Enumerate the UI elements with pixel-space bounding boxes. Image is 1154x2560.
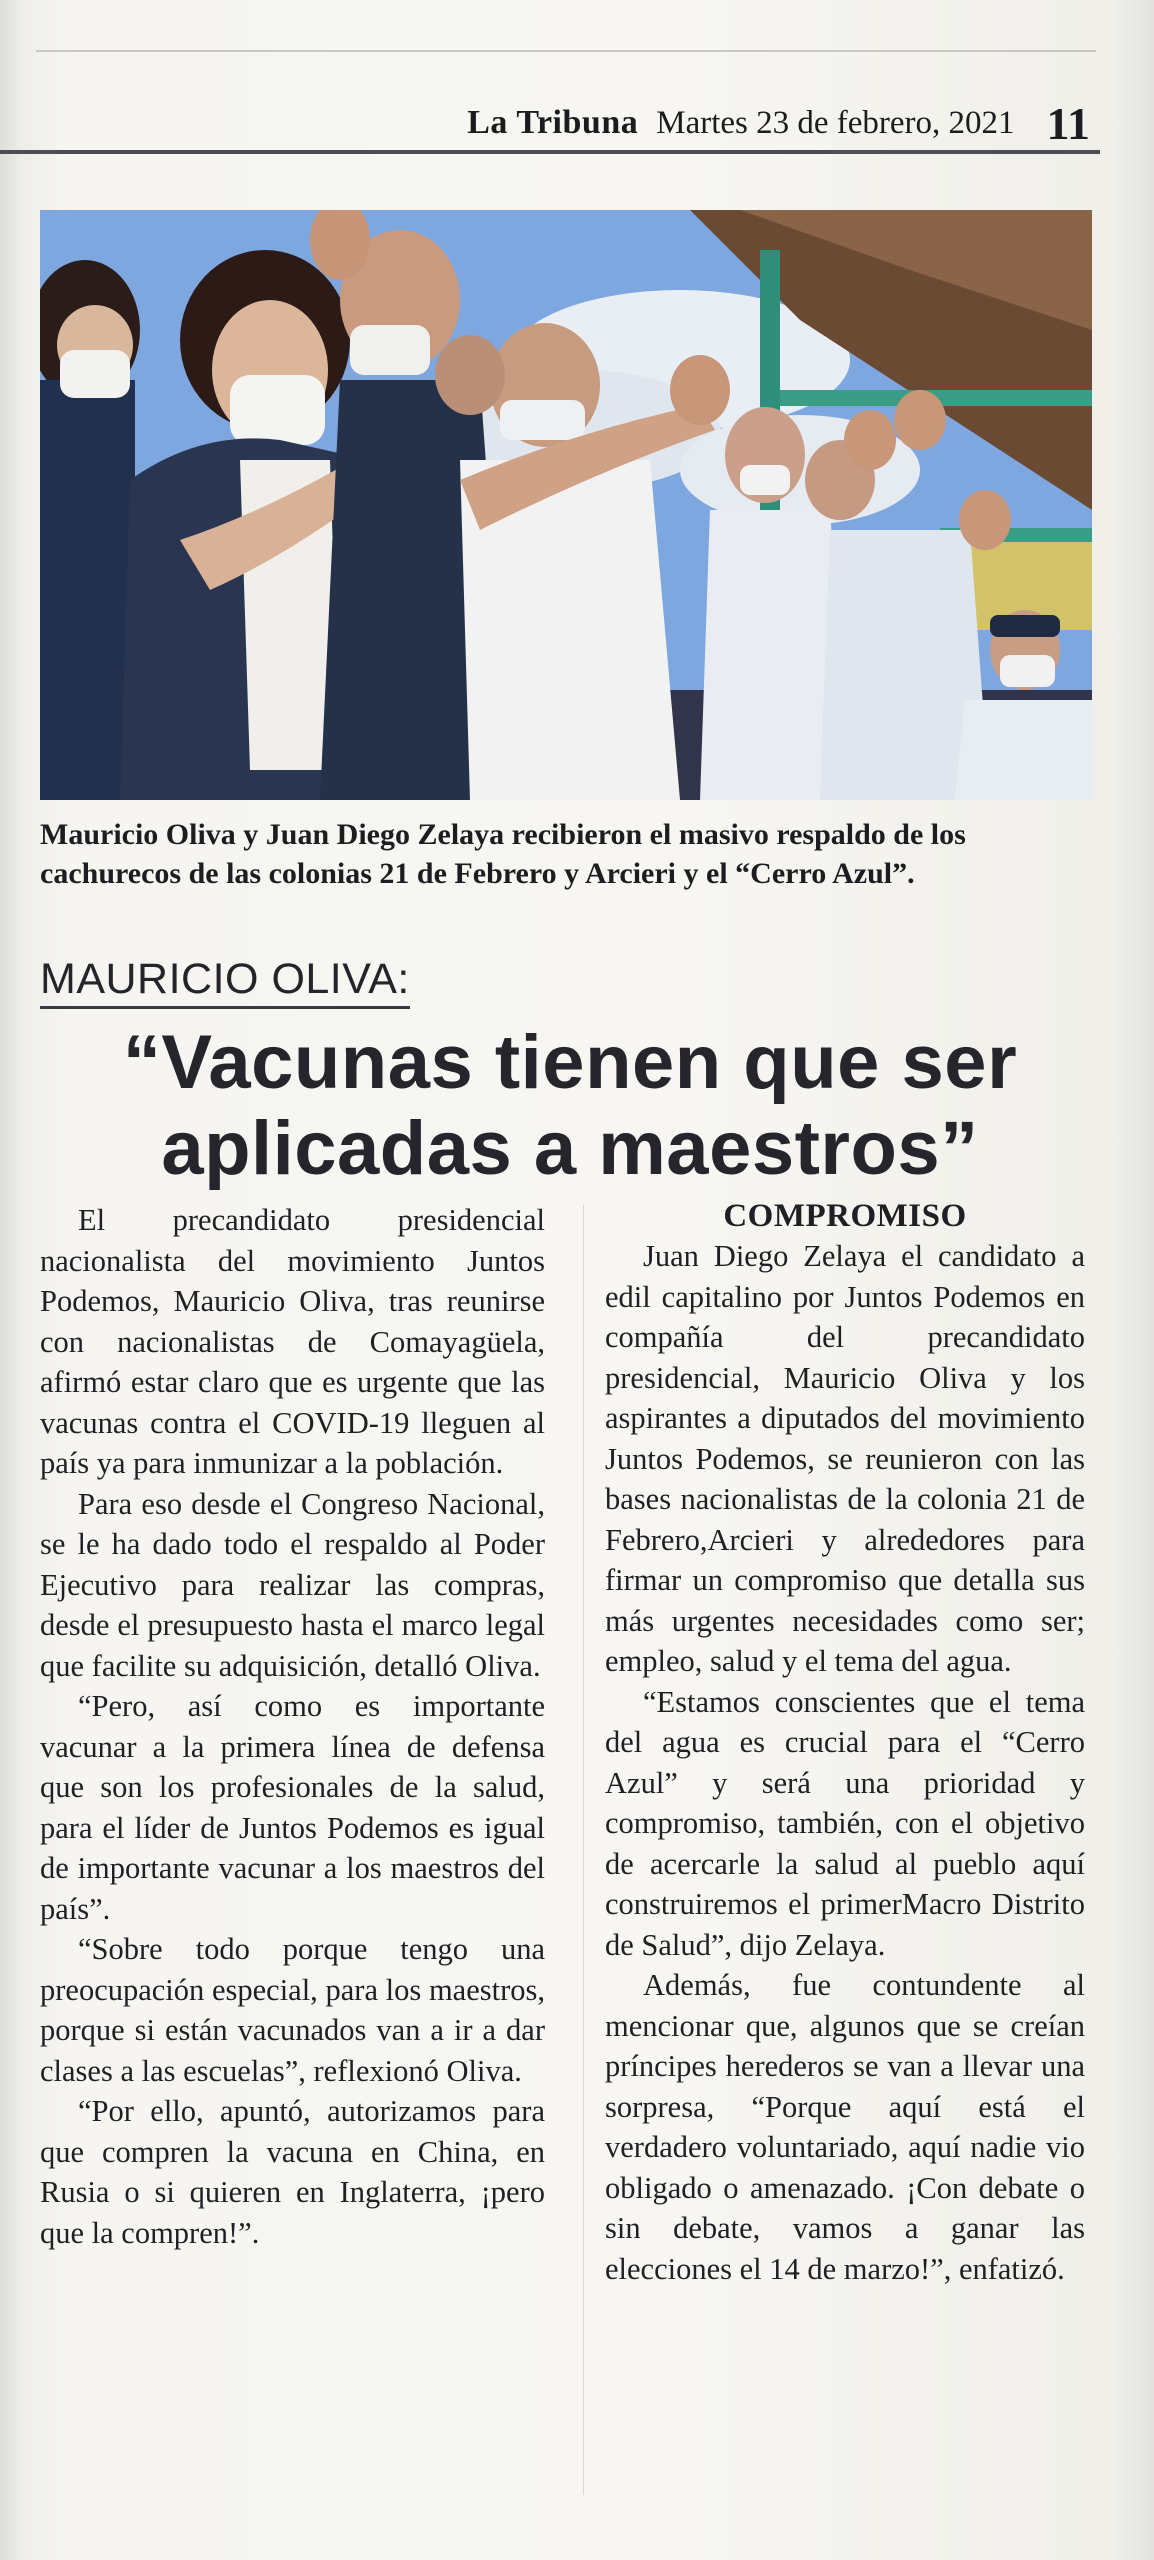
page-left-shadow bbox=[0, 0, 22, 2560]
body-paragraph: “Por ello, apuntó, autorizamos para que compren la vacuna en China, en Rusia o si quieren en Inglaterra, ¡pero que la compren!”. bbox=[40, 2094, 545, 2250]
publication-date: Martes 23 de febrero, 2021 bbox=[656, 104, 1015, 141]
photo-caption: Mauricio Oliva y Juan Diego Zelaya recibieron el masivo respaldo de los cachurecos de las colonias 21 de Febrero y Arcieri y el “Cerro Azul”. bbox=[40, 818, 966, 890]
article-column-right bbox=[605, 1200, 1085, 2289]
body-paragraph: “Estamos conscientes que el tema del agua es crucial para el “Cerro Azul” y será una prioridad y compromiso, también, con el objetivo de acercarle la salud al pueblo aquí construiremos el primerMacro Distrito de Salud”, dijo Zelaya. bbox=[605, 1684, 1085, 1962]
body-paragraph: “Pero, así como es importante vacunar a la primera línea de defensa que son los profesionales de la salud, para el líder de Juntos Podemos es igual de importante vacunar a los maestros del país”. bbox=[40, 1689, 545, 1926]
newspaper-name: La Tribuna bbox=[467, 104, 639, 141]
bleed-through-rule bbox=[36, 50, 1096, 52]
page-number: 11 bbox=[1046, 97, 1090, 149]
column-gutter bbox=[583, 1205, 584, 2495]
article-kicker: MAURICIO OLIVA: bbox=[40, 955, 410, 1009]
page-header bbox=[40, 88, 1090, 158]
body-paragraph: Además, fue contundente al mencionar que, algunos que se creían príncipes herederos se van a llevar una sorpresa, “Porque aquí está el verdadero voluntariado, aquí nadie vio obligado o amenazado. ¡Con debate o sin debate, vamos a ganar las elecciones el 14 de marzo!”, enfatizó. bbox=[605, 1968, 1085, 2286]
body-paragraph: Para eso desde el Congreso Nacional, se le ha dado todo el respaldo al Poder Ejecutivo para realizar las compras, desde el presupuesto hasta el marco legal que facilite su adquisición, detalló Oliva. bbox=[40, 1486, 545, 1683]
body-paragraph: Juan Diego Zelaya el candidato a edil capitalino por Juntos Podemos en compañía del precandidato presidencial, Mauricio Oliva y los aspirantes a diputados del movimiento Juntos Podemos, se reunieron con las bases nacionalistas de la colonia 21 de Febrero,Arcieri y alrededores para firmar un compromiso que detalla sus más urgentes necesidades como ser; empleo, salud y el tema del agua. bbox=[605, 1239, 1085, 1678]
header-rule bbox=[0, 150, 1100, 154]
body-paragraph: “Sobre todo porque tengo una preocupación especial, para los maestros, porque si están vacunados van a ir a dar clases a las escuelas”, reflexionó Oliva. bbox=[40, 1932, 545, 2088]
crowd-thumbs-up-photo-illustration bbox=[40, 210, 1092, 800]
article-column-left bbox=[40, 1200, 545, 2253]
section-subhead: COMPROMISO bbox=[723, 1198, 967, 1234]
news-photo bbox=[40, 210, 1092, 800]
article-headline: “Vacunas tienen que ser aplicadas a maestros” bbox=[122, 1020, 1018, 1191]
page-edge-shadow bbox=[1114, 0, 1154, 2560]
body-paragraph: El precandidato presidencial nacionalista del movimiento Juntos Podemos, Mauricio Oliva, tras reunirse con nacionalistas de Comayagüela, afirmó estar claro que es urgente que las vacunas contra el COVID-19 lleguen al país ya para inmunizar a la población. bbox=[40, 1203, 545, 1480]
